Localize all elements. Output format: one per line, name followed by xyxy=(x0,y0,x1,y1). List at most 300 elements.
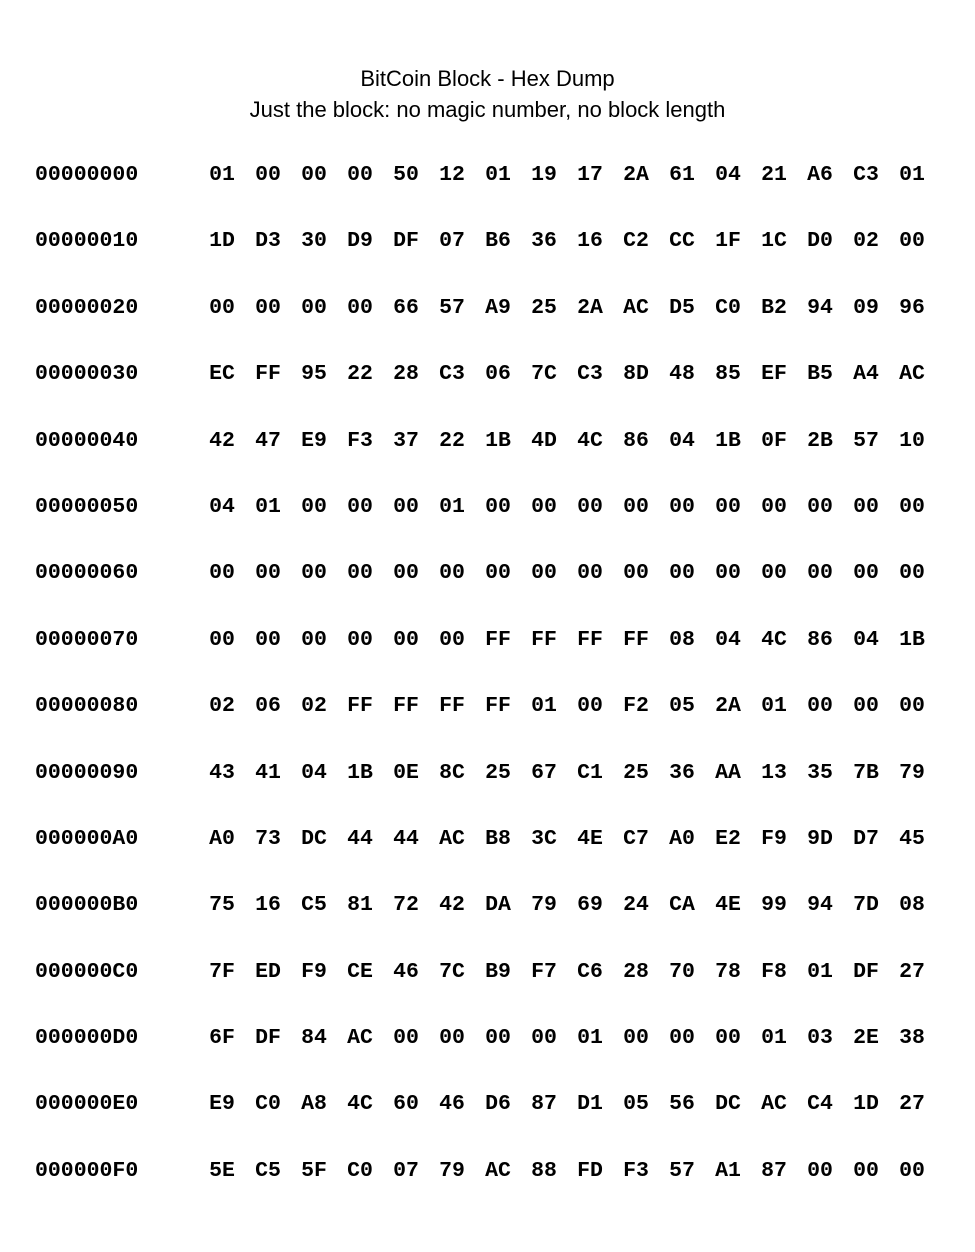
hex-byte: 8D xyxy=(623,362,649,387)
hex-byte: 79 xyxy=(531,893,557,918)
hex-byte: 72 xyxy=(393,893,419,918)
hex-byte: C0 xyxy=(255,1092,281,1117)
hex-byte: 66 xyxy=(393,295,419,320)
hex-byte: F2 xyxy=(623,694,649,719)
hex-row xyxy=(35,291,935,357)
hex-byte: 00 xyxy=(393,561,419,586)
hex-byte: 56 xyxy=(669,1092,695,1117)
hex-row xyxy=(35,556,935,622)
hex-byte: 81 xyxy=(347,893,373,918)
hex-byte: D6 xyxy=(485,1092,511,1117)
row-bytes xyxy=(202,955,925,989)
hex-byte: 05 xyxy=(669,694,695,719)
hex-byte: 1B xyxy=(715,428,741,453)
hex-byte: 00 xyxy=(715,1026,741,1051)
hex-byte: A4 xyxy=(853,362,879,387)
hex-byte: CC xyxy=(669,229,695,254)
hex-byte: AC xyxy=(623,295,649,320)
hex-byte: 7C xyxy=(439,959,465,984)
hex-byte: 00 xyxy=(347,295,373,320)
hex-row xyxy=(35,224,935,290)
row-bytes xyxy=(202,689,925,723)
hex-byte: 87 xyxy=(761,1158,787,1183)
hex-byte: B2 xyxy=(761,295,787,320)
hex-byte: AC xyxy=(761,1092,787,1117)
hex-byte: C5 xyxy=(301,893,327,918)
hex-byte: 16 xyxy=(577,229,603,254)
hex-byte: 21 xyxy=(761,163,787,187)
hex-byte: 2A xyxy=(715,694,741,719)
hex-byte: 00 xyxy=(531,561,557,586)
hex-byte: FF xyxy=(485,627,511,652)
hex-byte: 00 xyxy=(761,494,787,519)
hex-byte: 01 xyxy=(531,694,557,719)
hex-byte: 00 xyxy=(715,561,741,586)
hex-byte: 1B xyxy=(485,428,511,453)
hex-byte: DA xyxy=(485,893,511,918)
hex-byte: 24 xyxy=(623,893,649,918)
hex-byte: DF xyxy=(853,959,879,984)
hex-byte: 94 xyxy=(807,295,833,320)
hex-byte: 1D xyxy=(853,1092,879,1117)
page-title: BitCoin Block - Hex Dump xyxy=(360,66,615,91)
hex-byte: 00 xyxy=(577,694,603,719)
hex-byte: 01 xyxy=(807,959,833,984)
row-offset: 00000000 xyxy=(35,163,139,187)
hex-byte: F8 xyxy=(761,959,787,984)
hex-byte: E9 xyxy=(301,428,327,453)
hex-row xyxy=(35,424,935,490)
hex-byte: AC xyxy=(485,1158,511,1183)
hex-byte: FF xyxy=(393,694,419,719)
hex-byte: A1 xyxy=(715,1158,741,1183)
hex-byte: 4E xyxy=(577,826,603,851)
row-bytes xyxy=(202,291,925,325)
hex-byte: 44 xyxy=(347,826,373,851)
hex-byte: 88 xyxy=(531,1158,557,1183)
hex-byte: 13 xyxy=(761,760,787,785)
row-offset: 00000010 xyxy=(35,229,139,254)
hex-byte: 01 xyxy=(899,163,925,187)
hex-byte: 00 xyxy=(577,561,603,586)
hex-byte: 73 xyxy=(255,826,281,851)
hex-byte: 00 xyxy=(899,1158,925,1183)
hex-byte: A8 xyxy=(301,1092,327,1117)
hex-byte: C1 xyxy=(577,760,603,785)
hex-byte: 25 xyxy=(531,295,557,320)
hex-byte: DF xyxy=(393,229,419,254)
hex-byte: 00 xyxy=(347,627,373,652)
hex-byte: 00 xyxy=(669,561,695,586)
hex-byte: F9 xyxy=(761,826,787,851)
hex-byte: FF xyxy=(255,362,281,387)
hex-byte: 00 xyxy=(899,694,925,719)
hex-byte: 08 xyxy=(899,893,925,918)
hex-byte: 0E xyxy=(393,760,419,785)
hex-byte: 44 xyxy=(393,826,419,851)
hex-byte: 2E xyxy=(853,1026,879,1051)
hex-byte: 00 xyxy=(347,163,373,187)
hex-byte: 48 xyxy=(669,362,695,387)
row-offset: 00000060 xyxy=(35,561,139,586)
hex-byte: 36 xyxy=(669,760,695,785)
row-offset: 00000030 xyxy=(35,362,139,387)
hex-byte: 25 xyxy=(623,760,649,785)
hex-byte: F9 xyxy=(301,959,327,984)
hex-byte: 00 xyxy=(623,494,649,519)
hex-byte: 00 xyxy=(209,561,235,586)
hex-byte: 01 xyxy=(209,163,235,187)
hex-byte: FF xyxy=(485,694,511,719)
hex-byte: 00 xyxy=(209,627,235,652)
hex-byte: B8 xyxy=(485,826,511,851)
hex-byte: 5F xyxy=(301,1158,327,1183)
hex-byte: 0F xyxy=(761,428,787,453)
hex-byte: 1C xyxy=(761,229,787,254)
hex-byte: 00 xyxy=(301,295,327,320)
hex-byte: 19 xyxy=(531,163,557,187)
hex-byte: 28 xyxy=(393,362,419,387)
row-bytes xyxy=(202,888,925,922)
hex-byte: 25 xyxy=(485,760,511,785)
hex-byte: 2A xyxy=(623,163,649,187)
page-subtitle: Just the block: no magic number, no block length xyxy=(249,97,726,122)
hex-dump-table xyxy=(35,158,935,1220)
row-offset: 000000C0 xyxy=(35,959,139,984)
hex-byte: 00 xyxy=(577,494,603,519)
row-offset: 00000090 xyxy=(35,760,139,785)
hex-byte: 00 xyxy=(301,627,327,652)
hex-byte: 70 xyxy=(669,959,695,984)
row-offset: 00000070 xyxy=(35,627,139,652)
hex-byte: C2 xyxy=(623,229,649,254)
hex-byte: 3C xyxy=(531,826,557,851)
row-offset: 000000D0 xyxy=(35,1026,139,1051)
row-offset: 000000A0 xyxy=(35,826,139,851)
hex-byte: 00 xyxy=(623,1026,649,1051)
hex-byte: 00 xyxy=(899,561,925,586)
hex-byte: 94 xyxy=(807,893,833,918)
hex-byte: 04 xyxy=(853,627,879,652)
hex-byte: 4C xyxy=(761,627,787,652)
hex-byte: 00 xyxy=(439,1026,465,1051)
hex-byte: 05 xyxy=(623,1092,649,1117)
hex-byte: F7 xyxy=(531,959,557,984)
hex-byte: FF xyxy=(439,694,465,719)
hex-byte: 69 xyxy=(577,893,603,918)
hex-byte: 2A xyxy=(577,295,603,320)
hex-byte: D5 xyxy=(669,295,695,320)
hex-byte: 61 xyxy=(669,163,695,187)
hex-byte: 4E xyxy=(715,893,741,918)
hex-byte: 5E xyxy=(209,1158,235,1183)
hex-byte: 7C xyxy=(531,362,557,387)
hex-byte: 4C xyxy=(577,428,603,453)
hex-byte: 1B xyxy=(899,627,925,652)
hex-byte: 00 xyxy=(255,627,281,652)
hex-byte: 60 xyxy=(393,1092,419,1117)
hex-byte: 00 xyxy=(301,494,327,519)
hex-byte: 79 xyxy=(899,760,925,785)
hex-byte: 10 xyxy=(899,428,925,453)
hex-byte: E2 xyxy=(715,826,741,851)
hex-byte: 04 xyxy=(209,494,235,519)
hex-byte: 04 xyxy=(301,760,327,785)
hex-row xyxy=(35,689,935,755)
hex-byte: 57 xyxy=(853,428,879,453)
hex-byte: C4 xyxy=(807,1092,833,1117)
hex-byte: 17 xyxy=(577,163,603,187)
hex-byte: 07 xyxy=(439,229,465,254)
hex-byte: 78 xyxy=(715,959,741,984)
hex-byte: 7D xyxy=(853,893,879,918)
row-bytes xyxy=(202,623,925,657)
hex-byte: 06 xyxy=(255,694,281,719)
hex-byte: 00 xyxy=(301,561,327,586)
hex-byte: 00 xyxy=(301,163,327,187)
hex-byte: AC xyxy=(439,826,465,851)
hex-row xyxy=(35,756,935,822)
hex-byte: 00 xyxy=(347,561,373,586)
hex-row xyxy=(35,822,935,888)
hex-byte: 02 xyxy=(301,694,327,719)
hex-byte: 28 xyxy=(623,959,649,984)
hex-byte: 42 xyxy=(439,893,465,918)
hex-byte: 00 xyxy=(209,295,235,320)
hex-byte: ED xyxy=(255,959,281,984)
hex-byte: CA xyxy=(669,893,695,918)
hex-byte: 00 xyxy=(393,627,419,652)
hex-byte: 03 xyxy=(807,1026,833,1051)
hex-byte: 1F xyxy=(715,229,741,254)
row-offset: 00000050 xyxy=(35,494,139,519)
hex-byte: 04 xyxy=(715,627,741,652)
hex-row xyxy=(35,1021,935,1087)
hex-byte: C6 xyxy=(577,959,603,984)
hex-row xyxy=(35,490,935,556)
hex-byte: FF xyxy=(531,627,557,652)
hex-byte: 00 xyxy=(255,163,281,187)
hex-byte: 00 xyxy=(439,561,465,586)
hex-byte: AA xyxy=(715,760,741,785)
row-bytes xyxy=(202,756,925,790)
hex-byte: EF xyxy=(761,362,787,387)
hex-byte: D3 xyxy=(255,229,281,254)
hex-byte: EC xyxy=(209,362,235,387)
hex-byte: 22 xyxy=(347,362,373,387)
hex-byte: 84 xyxy=(301,1026,327,1051)
hex-byte: A6 xyxy=(807,163,833,187)
hex-byte: 7B xyxy=(853,760,879,785)
hex-byte: 57 xyxy=(669,1158,695,1183)
row-bytes xyxy=(202,1154,925,1188)
hex-byte: C3 xyxy=(439,362,465,387)
hex-byte: 00 xyxy=(899,494,925,519)
hex-byte: 00 xyxy=(853,1158,879,1183)
hex-byte: 47 xyxy=(255,428,281,453)
hex-row xyxy=(35,158,935,224)
hex-byte: DF xyxy=(255,1026,281,1051)
hex-byte: DC xyxy=(715,1092,741,1117)
hex-byte: 7F xyxy=(209,959,235,984)
hex-byte: 00 xyxy=(715,494,741,519)
hex-byte: 01 xyxy=(439,494,465,519)
hex-byte: 75 xyxy=(209,893,235,918)
hex-byte: 00 xyxy=(807,694,833,719)
hex-byte: FF xyxy=(347,694,373,719)
hex-byte: F3 xyxy=(623,1158,649,1183)
hex-byte: 41 xyxy=(255,760,281,785)
hex-byte: 01 xyxy=(255,494,281,519)
hex-row xyxy=(35,888,935,954)
hex-byte: 79 xyxy=(439,1158,465,1183)
hex-byte: 95 xyxy=(301,362,327,387)
hex-byte: CE xyxy=(347,959,373,984)
hex-byte: 27 xyxy=(899,959,925,984)
hex-byte: 38 xyxy=(899,1026,925,1051)
hex-byte: 4C xyxy=(347,1092,373,1117)
hex-byte: D1 xyxy=(577,1092,603,1117)
hex-byte: 2B xyxy=(807,428,833,453)
hex-byte: 02 xyxy=(853,229,879,254)
hex-byte: 00 xyxy=(899,229,925,254)
hex-byte: AC xyxy=(899,362,925,387)
hex-byte: 37 xyxy=(393,428,419,453)
row-offset: 00000020 xyxy=(35,295,139,320)
hex-byte: 00 xyxy=(531,494,557,519)
hex-byte: C0 xyxy=(347,1158,373,1183)
hex-byte: 36 xyxy=(531,229,557,254)
hex-byte: 46 xyxy=(439,1092,465,1117)
hex-byte: FD xyxy=(577,1158,603,1183)
hex-byte: 00 xyxy=(439,627,465,652)
hex-byte: 00 xyxy=(485,1026,511,1051)
hex-byte: 43 xyxy=(209,760,235,785)
hex-byte: 30 xyxy=(301,229,327,254)
hex-byte: 01 xyxy=(577,1026,603,1051)
hex-byte: 87 xyxy=(531,1092,557,1117)
hex-byte: FF xyxy=(623,627,649,652)
row-offset: 000000B0 xyxy=(35,893,139,918)
hex-byte: C0 xyxy=(715,295,741,320)
hex-byte: 00 xyxy=(669,494,695,519)
hex-byte: 50 xyxy=(393,163,419,187)
hex-byte: 04 xyxy=(669,428,695,453)
hex-byte: 96 xyxy=(899,295,925,320)
hex-byte: 09 xyxy=(853,295,879,320)
hex-byte: A0 xyxy=(209,826,235,851)
hex-byte: B6 xyxy=(485,229,511,254)
hex-byte: 16 xyxy=(255,893,281,918)
hex-byte: 00 xyxy=(761,561,787,586)
hex-byte: 6F xyxy=(209,1026,235,1051)
hex-byte: 4D xyxy=(531,428,557,453)
hex-byte: 06 xyxy=(485,362,511,387)
hex-byte: 35 xyxy=(807,760,833,785)
row-bytes xyxy=(202,1021,925,1055)
row-bytes xyxy=(202,158,925,192)
hex-byte: 00 xyxy=(853,494,879,519)
hex-byte: 27 xyxy=(899,1092,925,1117)
row-bytes xyxy=(202,224,925,258)
document-header xyxy=(0,63,975,125)
hex-byte: D7 xyxy=(853,826,879,851)
row-offset: 00000040 xyxy=(35,428,139,453)
hex-byte: 00 xyxy=(807,561,833,586)
hex-byte: 57 xyxy=(439,295,465,320)
hex-byte: 22 xyxy=(439,428,465,453)
hex-byte: 00 xyxy=(393,1026,419,1051)
hex-byte: FF xyxy=(577,627,603,652)
hex-byte: 42 xyxy=(209,428,235,453)
hex-byte: 00 xyxy=(255,295,281,320)
hex-row xyxy=(35,1087,935,1153)
hex-byte: 01 xyxy=(485,163,511,187)
row-bytes xyxy=(202,1087,925,1121)
hex-byte: 8C xyxy=(439,760,465,785)
hex-byte: 08 xyxy=(669,627,695,652)
hex-row xyxy=(35,357,935,423)
hex-byte: 00 xyxy=(485,494,511,519)
hex-row xyxy=(35,1154,935,1220)
hex-byte: 00 xyxy=(531,1026,557,1051)
row-offset: 000000E0 xyxy=(35,1092,139,1117)
row-bytes xyxy=(202,490,925,524)
hex-byte: 99 xyxy=(761,893,787,918)
hex-byte: 00 xyxy=(347,494,373,519)
hex-byte: 00 xyxy=(255,561,281,586)
hex-byte: 00 xyxy=(623,561,649,586)
hex-byte: 02 xyxy=(209,694,235,719)
hex-byte: C3 xyxy=(853,163,879,187)
row-offset: 000000F0 xyxy=(35,1158,139,1183)
hex-byte: D0 xyxy=(807,229,833,254)
hex-byte: 1B xyxy=(347,760,373,785)
hex-byte: B5 xyxy=(807,362,833,387)
hex-byte: 67 xyxy=(531,760,557,785)
hex-byte: 00 xyxy=(853,561,879,586)
row-bytes xyxy=(202,556,925,590)
hex-byte: 46 xyxy=(393,959,419,984)
hex-byte: 86 xyxy=(807,627,833,652)
hex-byte: C7 xyxy=(623,826,649,851)
hex-byte: 12 xyxy=(439,163,465,187)
hex-byte: 07 xyxy=(393,1158,419,1183)
hex-byte: 00 xyxy=(669,1026,695,1051)
hex-byte: C3 xyxy=(577,362,603,387)
hex-byte: 00 xyxy=(485,561,511,586)
hex-byte: D9 xyxy=(347,229,373,254)
hex-row xyxy=(35,623,935,689)
hex-byte: 1D xyxy=(209,229,235,254)
hex-byte: 85 xyxy=(715,362,741,387)
hex-byte: A0 xyxy=(669,826,695,851)
hex-byte: 00 xyxy=(807,494,833,519)
hex-byte: A9 xyxy=(485,295,511,320)
hex-byte: F3 xyxy=(347,428,373,453)
hex-byte: C5 xyxy=(255,1158,281,1183)
hex-byte: 04 xyxy=(715,163,741,187)
hex-byte: AC xyxy=(347,1026,373,1051)
row-bytes xyxy=(202,822,925,856)
hex-byte: 9D xyxy=(807,826,833,851)
hex-byte: DC xyxy=(301,826,327,851)
hex-byte: 00 xyxy=(807,1158,833,1183)
row-bytes xyxy=(202,357,925,391)
hex-byte: 01 xyxy=(761,1026,787,1051)
hex-byte: B9 xyxy=(485,959,511,984)
hex-byte: 01 xyxy=(761,694,787,719)
